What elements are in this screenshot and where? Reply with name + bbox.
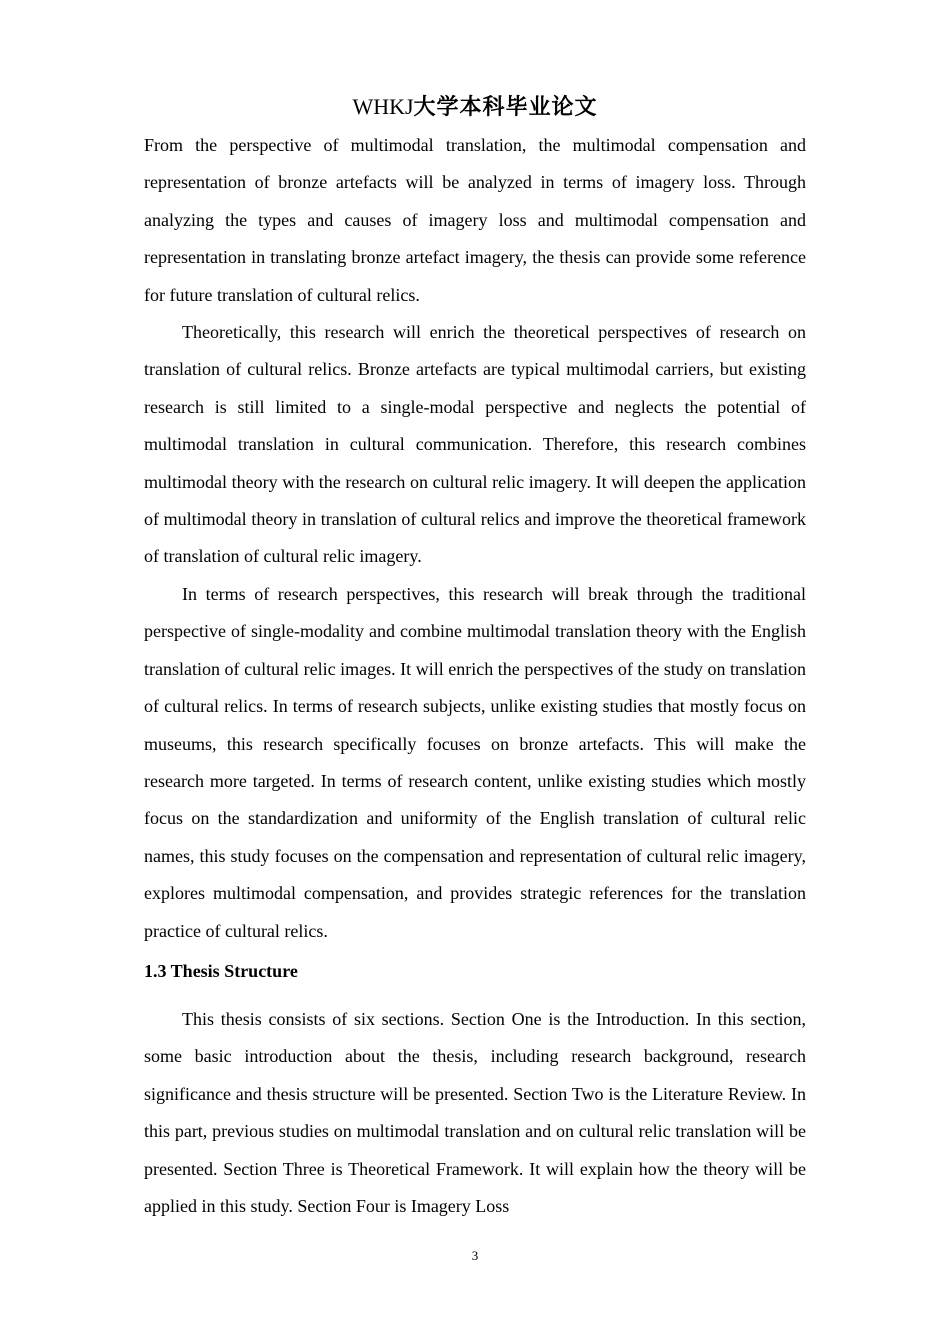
header-prefix: WHKJ: [352, 94, 414, 119]
section-heading: 1.3 Thesis Structure: [144, 960, 298, 981]
paragraph-theoretical-significance: Theoretically, this research will enrich the theoretical perspectives of research on translation of cultural relics. Bronze artefacts are typical multimodal carriers, but existing research is still limited to a single-modal perspective and neglects the potential of multimodal translation in cultural communication. Therefore, this research combines multimodal theory with the research on cultural relic imagery. It will deepen the application of multimodal theory in translation of cultural relics and improve the theoretical framework of translation of cultural relic imagery.: [144, 322, 806, 567]
paragraph-research-perspectives: In terms of research perspectives, this research will break through the traditional perspective of single-modality and combine multimodal translation theory with the English translation of cultural relic images. It will enrich the perspectives of the study on translation of cultural relics. In terms of research subjects, unlike existing studies that mostly focus on museums, this research specifically focuses on bronze artefacts. This will make the research more targeted. In terms of research content, unlike existing studies which mostly focus on the standardization and uniformity of the English translation of cultural relic names, this study focuses on the compensation and representation of cultural relic imagery, explores multimodal compensation, and provides strategic references for the translation practice of cultural relics.: [144, 583, 806, 941]
running-header: [0, 92, 950, 122]
page-number: 3: [471, 1248, 479, 1263]
header-title: 大学本科毕业论文: [413, 94, 598, 119]
paragraph-continuation: From the perspective of multimodal translation, the multimodal compensation and representation of bronze artefacts will be analyzed in terms of imagery loss. Through analyzing the types and causes of imagery loss and multimodal compensation and representation in translating bronze artefact imagery, the thesis can provide some reference for future translation of cultural relics.: [144, 135, 806, 305]
paragraph-thesis-structure: This thesis consists of six sections. Section One is the Introduction. In this section, some basic introduction about the thesis, including research background, research significance and thesis structure will be presented. Section Two is the Literature Review. In this part, previous studies on multimodal translation and on cultural relic translation will be presented. Section Three is Theoretical Framework. It will explain how the theory will be applied in this study. Section Four is Imagery Loss: [144, 1008, 806, 1216]
page-body: [144, 127, 806, 1225]
